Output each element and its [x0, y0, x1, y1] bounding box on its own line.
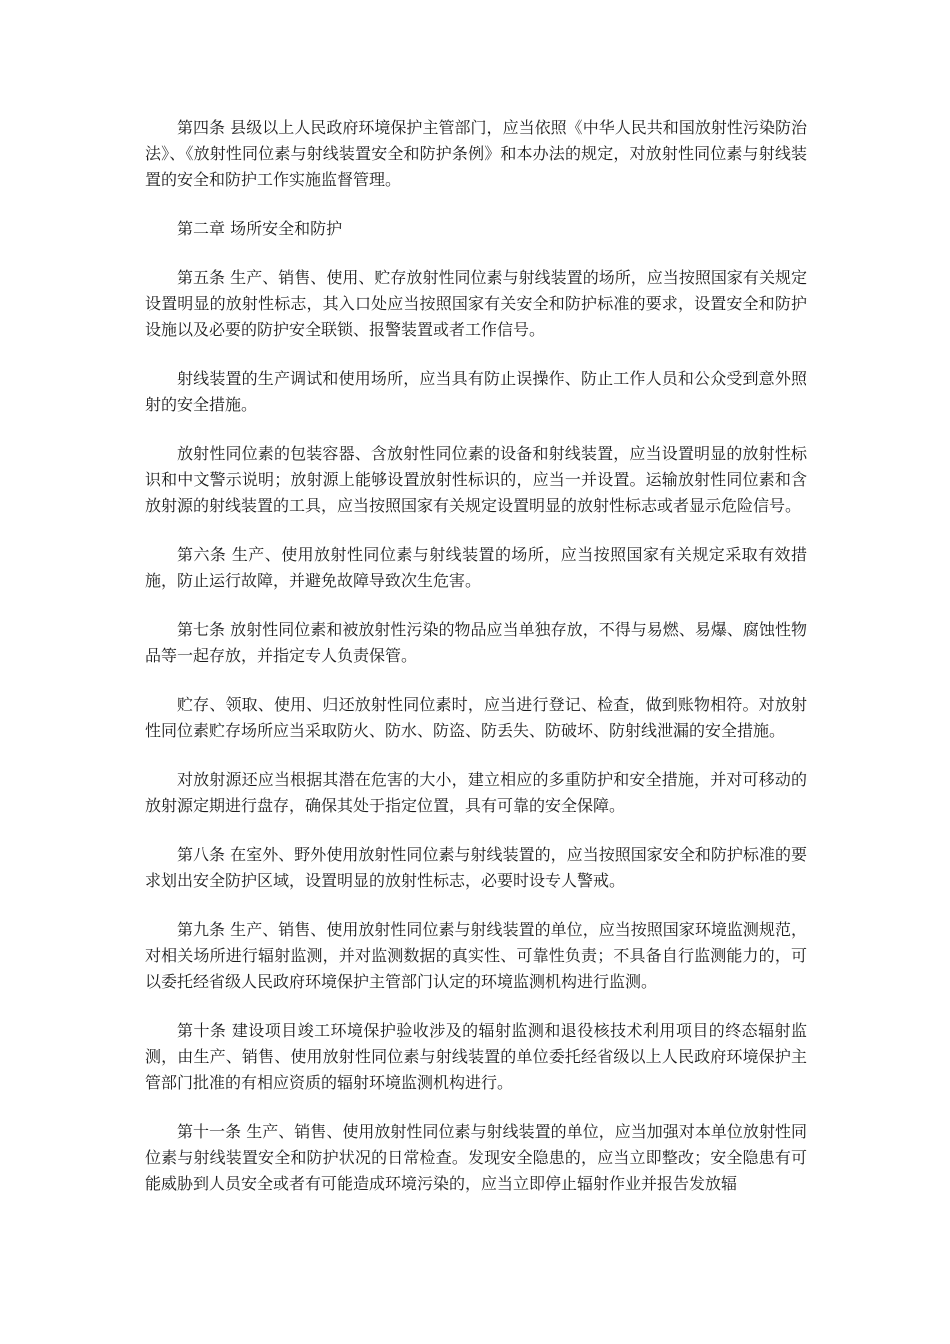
article-5-paragraph: 第五条 生产、销售、使用、贮存放射性同位素与射线装置的场所，应当按照国家有关规定设置明显的放射性标志，其入口处应当按照国家有关安全和防护标准的要求，设置安全和防护设施以及必要的防护安全联锁、报警装置或者工作信号。: [145, 268, 807, 339]
article-7-paragraph-2: 贮存、领取、使用、归还放射性同位素时，应当进行登记、检查，做到账物相符。对放射性同位素贮存场所应当采取防火、防水、防盗、防丢失、防破坏、防射线泄漏的安全措施。: [145, 695, 807, 740]
article-8-paragraph: 第八条 在室外、野外使用放射性同位素与射线装置的，应当按照国家安全和防护标准的要求划出安全防护区域，设置明显的放射性标志，必要时设专人警戒。: [145, 845, 807, 890]
article-5-paragraph-3: 放射性同位素的包装容器、含放射性同位素的设备和射线装置，应当设置明显的放射性标识和中文警示说明；放射源上能够设置放射性标识的，应当一并设置。运输放射性同位素和含放射源的射线装置的工具，应当按照国家有关规定设置明显的放射性标志或者显示危险信号。: [145, 444, 807, 515]
article-4-paragraph: 第四条 县级以上人民政府环境保护主管部门，应当依照《中华人民共和国放射性污染防治法》、《放射性同位素与射线装置安全和防护条例》和本办法的规定，对放射性同位素与射线装置的安全和防护工作实施监督管理。: [145, 118, 807, 189]
article-9-paragraph: 第九条 生产、销售、使用放射性同位素与射线装置的单位，应当按照国家环境监测规范，对相关场所进行辐射监测，并对监测数据的真实性、可靠性负责；不具备自行监测能力的，可以委托经省级人民政府环境保护主管部门认定的环境监测机构进行监测。: [145, 920, 807, 991]
chapter-2-heading: 第二章 场所安全和防护: [177, 219, 343, 238]
document-body: [145, 115, 807, 1220]
article-11-paragraph: 第十一条 生产、销售、使用放射性同位素与射线装置的单位，应当加强对本单位放射性同位素与射线装置安全和防护状况的日常检查。发现安全隐患的，应当立即整改；安全隐患有可能威胁到人员安全或者有可能造成环境污染的，应当立即停止辐射作业并报告发放辐: [145, 1122, 807, 1193]
article-7-paragraph: 第七条 放射性同位素和被放射性污染的物品应当单独存放，不得与易燃、易爆、腐蚀性物品等一起存放，并指定专人负责保管。: [145, 620, 807, 665]
article-10-paragraph: 第十条 建设项目竣工环境保护验收涉及的辐射监测和退役核技术利用项目的终态辐射监测，由生产、销售、使用放射性同位素与射线装置的单位委托经省级以上人民政府环境保护主管部门批准的有相应资质的辐射环境监测机构进行。: [145, 1021, 807, 1092]
article-6-paragraph: 第六条 生产、使用放射性同位素与射线装置的场所，应当按照国家有关规定采取有效措施，防止运行故障，并避免故障导致次生危害。: [145, 545, 807, 590]
article-7-paragraph-3: 对放射源还应当根据其潜在危害的大小，建立相应的多重防护和安全措施，并对可移动的放射源定期进行盘存，确保其处于指定位置，具有可靠的安全保障。: [145, 770, 807, 815]
article-5-paragraph-2: 射线装置的生产调试和使用场所，应当具有防止误操作、防止工作人员和公众受到意外照射的安全措施。: [145, 369, 807, 414]
